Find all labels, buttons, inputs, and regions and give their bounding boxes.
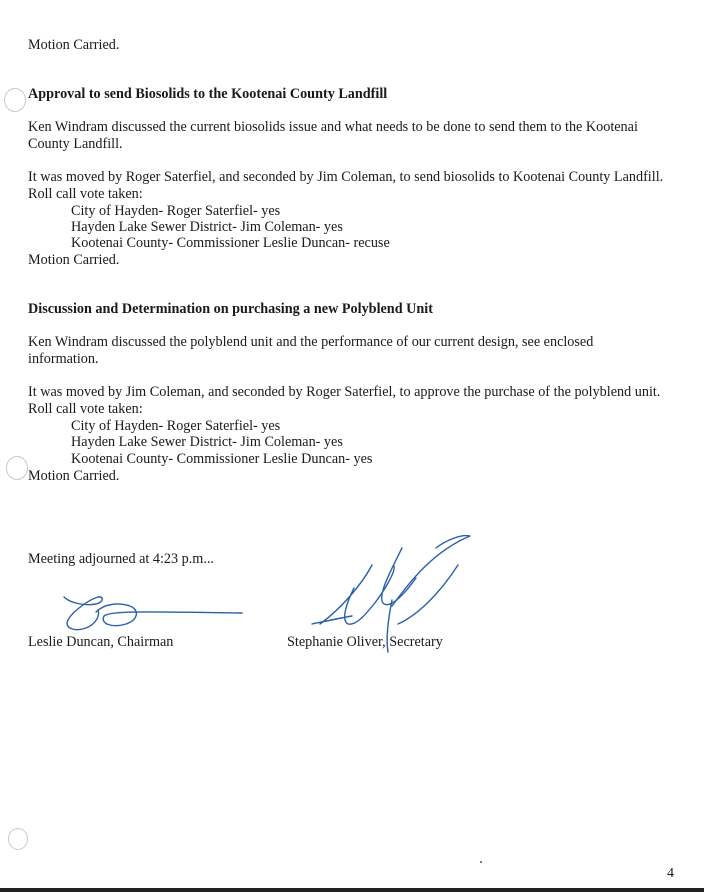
chairman-name: Leslie Duncan, Chairman: [28, 634, 174, 650]
bottom-edge-rule: [0, 888, 704, 892]
page-number: 4: [667, 866, 674, 881]
section2-motion-line: It was moved by Jim Coleman, and seconded by Roger Saterfiel, to approve the purchase of the polyblend unit.: [28, 384, 661, 400]
section1-para-line1: Ken Windram discussed the current biosolids issue and what needs to be done to send them to the Kootenai: [28, 119, 638, 135]
chairman-signature: [64, 597, 242, 630]
section1-vote-hayden-lake: Hayden Lake Sewer District- Jim Coleman- yes: [71, 219, 343, 235]
section1-heading: Approval to send Biosolids to the Kootenai County Landfill: [28, 86, 388, 102]
section2-roll-call: Roll call vote taken:: [28, 401, 143, 417]
section1-vote-kootenai: Kootenai County- Commissioner Leslie Duncan- recuse: [71, 235, 390, 251]
scan-speck: [480, 861, 482, 863]
section2-vote-hayden: City of Hayden- Roger Saterfiel- yes: [71, 418, 281, 434]
section2-heading: Discussion and Determination on purchasing a new Polyblend Unit: [28, 301, 433, 317]
section1-motion-line: It was moved by Roger Saterfiel, and seconded by Jim Coleman, to send biosolids to Kootenai County Landfill.: [28, 169, 664, 185]
section2-vote-hayden-lake: Hayden Lake Sewer District- Jim Coleman- yes: [71, 434, 343, 450]
section1-roll-call: Roll call vote taken:: [28, 186, 143, 202]
meeting-adjourned: Meeting adjourned at 4:23 p.m...: [28, 551, 214, 567]
section2-vote-kootenai: Kootenai County- Commissioner Leslie Duncan- yes: [71, 451, 373, 467]
secretary-name: Stephanie Oliver, Secretary: [287, 634, 443, 650]
binder-hole-top: [4, 88, 26, 112]
section1-vote-hayden: City of Hayden- Roger Saterfiel- yes: [71, 203, 281, 219]
section1-para-line2: County Landfill.: [28, 136, 123, 152]
top-motion-carried: Motion Carried.: [28, 37, 120, 53]
binder-hole-middle: [6, 456, 28, 480]
section2-para-line1: Ken Windram discussed the polyblend unit and the performance of our current design, see enclosed: [28, 334, 594, 350]
binder-hole-bottom: [8, 828, 28, 850]
section1-motion-carried: Motion Carried.: [28, 252, 120, 268]
section2-para-line2: information.: [28, 351, 99, 367]
section2-motion-carried: Motion Carried.: [28, 468, 120, 484]
